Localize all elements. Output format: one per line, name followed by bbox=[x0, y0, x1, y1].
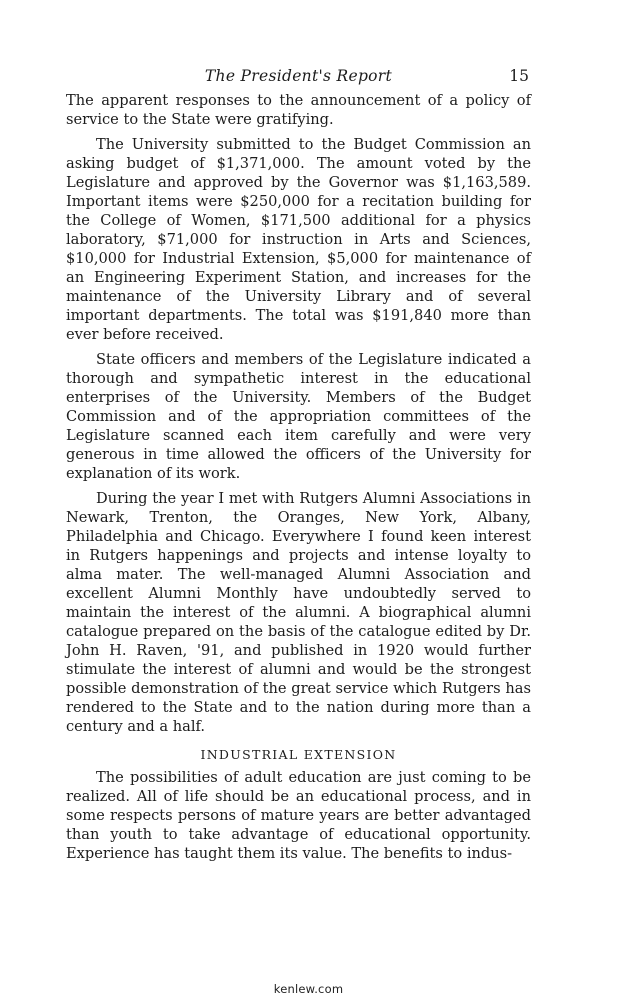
document-page bbox=[66, 61, 531, 869]
paragraph-continued: The apparent responses to the announcement of a policy of service to the State were gratifying. bbox=[66, 92, 531, 128]
section-heading: INDUSTRIAL EXTENSION bbox=[200, 747, 397, 762]
page-number: 15 bbox=[509, 67, 529, 85]
running-header bbox=[66, 61, 531, 91]
paragraph-alumni: During the year I met with Rutgers Alumni Associations in Newark, Trenton, the Oranges, New York, Albany, Philadelphia and Chicago. Everywhere I found keen interest in Rutgers happenings and projects and intense loyalty to alma mater. The well-managed Alumni Association and excellent Alumni Monthly have undoubtedly served to maintain the interest of the alumni. A biographical alumni catalogue prepared on the basis of the catalogue edited by Dr. John H. Raven, '91, and published in 1920 would further stimulate the interest of alumni and would be the strongest possible demonstration of the great service which Rutgers has rendered to the State and to the nation during more than a century and a half. bbox=[66, 490, 531, 735]
paragraph-industrial-extension: The possibilities of adult education are just coming to be realized. All of life should be an educational process, and in some respects persons of mature years are better advantaged than youth to take advantage of educational opportunity. Experience has taught them its value. The benefits to indus- bbox=[66, 769, 531, 862]
paragraph-budget: The University submitted to the Budget Commission an asking budget of $1,371,000. The amount voted by the Legislature and approved by the Governor was $1,163,589. Important items were $250,000 for a recitation building for the College of Women, $171,500 additional for a physics laboratory, $71,000 for instruction in Arts and Sciences, $10,000 for Industrial Extension, $5,000 for maintenance of an Engineering Experiment Station, and increases for the maintenance of the University Library and of several important departments. The total was $191,840 more than ever before received. bbox=[66, 136, 531, 343]
watermark: kenlew.com bbox=[273, 982, 344, 996]
paragraph-legislature: State officers and members of the Legislature indicated a thorough and sympathetic interest in the educational enterprises of the University. Members of the Budget Commission and of the appropriation committees of the Legislature scanned each item carefully and were very generous in time allowed the officers of the University for explanation of its work. bbox=[66, 351, 531, 482]
running-title: The President's Report bbox=[204, 67, 393, 85]
